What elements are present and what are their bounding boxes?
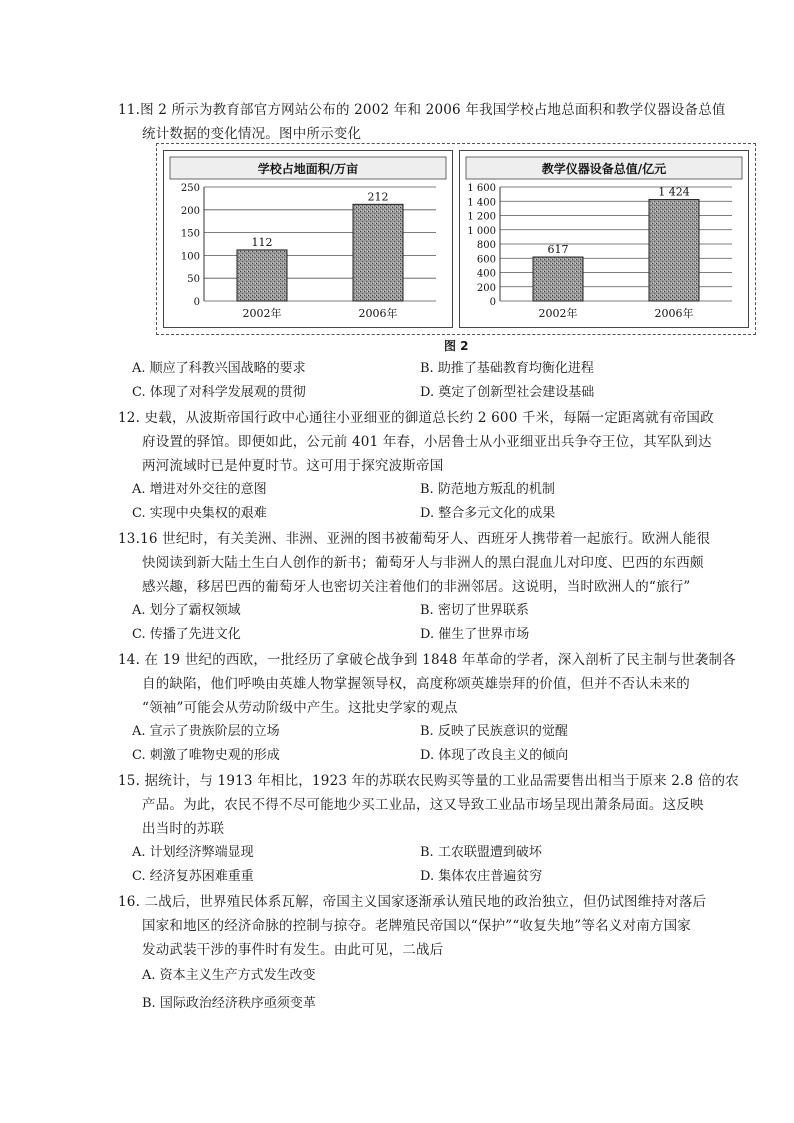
- y-tick-label: 1 000: [467, 225, 496, 237]
- q12-option-d[interactable]: D. 整合多元文化的成果: [420, 506, 556, 521]
- q14-option-d[interactable]: D. 体现了改良主义的倾向: [420, 748, 569, 763]
- chart-panel-equipment: [459, 150, 749, 328]
- bar-data-label: 212: [367, 190, 389, 204]
- q15-option-d[interactable]: D. 集体农庄普遍贫穷: [420, 869, 543, 884]
- y-tick-label: 1 400: [467, 197, 496, 209]
- chart-equipment-value: [460, 151, 748, 327]
- x-tick-label: 2002年: [242, 307, 282, 320]
- q12-stem-line1: 12. 史载，从波斯帝国行政中心通往小亚细亚的御道总长约 2 600 千米，每隔一定距离就有帝国政: [118, 410, 714, 426]
- q13-stem-line1: 13.16 世纪时，有关美洲、非洲、亚洲的图书被葡萄牙人、西班牙人携带着一起旅行。欧洲人能很: [118, 531, 711, 547]
- y-tick-label: 100: [180, 251, 200, 263]
- q12-option-b[interactable]: B. 防范地方叛乱的机制: [420, 482, 555, 497]
- bar: [533, 257, 583, 301]
- q14-option-c[interactable]: C. 刺激了唯物史观的形成: [132, 748, 280, 763]
- figure-caption: 图 2: [444, 339, 469, 353]
- q15-option-b[interactable]: B. 工农联盟遭到破坏: [420, 845, 542, 860]
- bar-data-label: 617: [547, 243, 569, 257]
- y-tick-label: 200: [180, 205, 200, 217]
- bar: [649, 200, 699, 301]
- q16-stem-line1: 16. 二战后，世界殖民体系瓦解，帝国主义国家逐渐承认殖民地的政治独立，但仍试图维持对落后: [118, 894, 707, 910]
- q12-option-a[interactable]: A. 增进对外交往的意图: [132, 482, 267, 497]
- q14-option-a[interactable]: A. 宣示了贵族阶层的立场: [132, 724, 280, 739]
- x-tick-label: 2002年: [538, 307, 578, 320]
- q13-option-b[interactable]: B. 密切了世界联系: [420, 603, 529, 618]
- x-tick-label: 2006年: [358, 307, 398, 320]
- q13-option-d[interactable]: D. 催生了世界市场: [420, 627, 530, 642]
- y-tick-label: 250: [180, 183, 200, 194]
- bar: [353, 204, 403, 301]
- y-tick-label: 400: [476, 268, 496, 280]
- q16-option-a[interactable]: A. 资本主义生产方式发生改变: [142, 968, 316, 983]
- y-tick-label: 0: [489, 297, 496, 308]
- bar-data-label: 112: [251, 235, 273, 249]
- q14-stem-line2: 自的缺陷，他们呼唤由英雄人物掌握领导权，高度称颂英雄崇拜的价值，但并不否认未来的: [142, 676, 690, 692]
- q14-stem-line1: 14. 在 19 世纪的西欧，一批经历了拿破仑战争到 1848 年革命的学者，深入剖析了民主制与世袭制各: [118, 652, 736, 668]
- bar: [237, 250, 287, 301]
- q13-option-a[interactable]: A. 划分了霸权领域: [132, 603, 241, 618]
- q15-option-c[interactable]: C. 经济复苏困难重重: [132, 869, 254, 884]
- q15-stem-line2: 产品。为此，农民不得不尽可能地少买工业品，这又导致工业品市场呈现出萧条局面。这反映: [142, 797, 704, 813]
- bar-data-label: 1 424: [658, 185, 690, 199]
- chart-title: 教学仪器设备总值/亿元: [541, 162, 667, 176]
- q15-stem-line1: 15. 据统计，与 1913 年相比，1923 年的苏联农民购买等量的工业品需要售出相当于原来 2.8 倍的农: [118, 773, 739, 789]
- y-tick-label: 800: [476, 240, 496, 251]
- chart-panel-land: [163, 150, 453, 328]
- q12-stem-line2: 府设置的驿馆。即便如此，公元前 401 年春，小居鲁士从小亚细亚出兵争夺王位，其军队到达: [142, 434, 712, 450]
- y-tick-label: 50: [187, 274, 200, 286]
- q11-stem-line1: 11.图 2 所示为教育部官方网站公布的 2002 年和 2006 年我国学校占地总面积和教学仪器设备总值: [118, 102, 726, 118]
- q12-stem-line3: 两河流域时已是仲夏时节。这可用于探究波斯帝国: [142, 458, 444, 474]
- q13-option-c[interactable]: C. 传播了先进文化: [132, 627, 241, 642]
- q15-option-a[interactable]: A. 计划经济弊端显现: [132, 845, 254, 860]
- q11-option-a[interactable]: A. 顺应了科教兴国战略的要求: [132, 361, 306, 376]
- q14-option-b[interactable]: B. 反映了民族意识的觉醒: [420, 724, 568, 739]
- y-tick-label: 0: [193, 297, 200, 308]
- x-tick-label: 2006年: [654, 307, 694, 320]
- q16-stem-line3: 发动武装干涉的事件时有发生。由此可见，二战后: [142, 942, 444, 958]
- y-tick-label: 1 200: [467, 211, 496, 223]
- figure-2: [156, 143, 756, 335]
- q12-option-c[interactable]: C. 实现中央集权的艰难: [132, 506, 267, 521]
- q16-option-b[interactable]: B. 国际政治经济秩序亟须变革: [142, 996, 316, 1011]
- y-tick-label: 200: [476, 282, 496, 294]
- chart-land-area: [164, 151, 452, 327]
- chart-title: 学校占地面积/万亩: [257, 162, 359, 176]
- y-tick-label: 150: [180, 228, 200, 240]
- q13-stem-line2: 快阅读到新大陆土生白人创作的新书；葡萄牙人与非洲人的黑白混血儿对印度、巴西的东西颇: [142, 555, 704, 571]
- q11-option-c[interactable]: C. 体现了对科学发展观的贯彻: [132, 385, 306, 400]
- q11-option-d[interactable]: D. 奠定了创新型社会建设基础: [420, 385, 595, 400]
- q15-stem-line3: 出当时的苏联: [142, 821, 225, 837]
- q14-stem-line3: “领袖”可能会从劳动阶级中产生。这批史学家的观点: [142, 700, 458, 716]
- q11-stem-line2: 统计数据的变化情况。图中所示变化: [142, 126, 362, 142]
- q13-stem-line3: 感兴趣，移居巴西的葡萄牙人也密切关注着他们的非洲邻居。这说明，当时欧洲人的“旅行”: [142, 579, 691, 595]
- y-tick-label: 1 600: [467, 183, 496, 194]
- q11-option-b[interactable]: B. 助推了基础教育均衡化进程: [420, 361, 594, 376]
- y-tick-label: 600: [476, 254, 496, 266]
- q16-stem-line2: 国家和地区的经济命脉的控制与掠夺。老牌殖民帝国以“保护”“收复失地”等名义对南方国家: [142, 918, 692, 934]
